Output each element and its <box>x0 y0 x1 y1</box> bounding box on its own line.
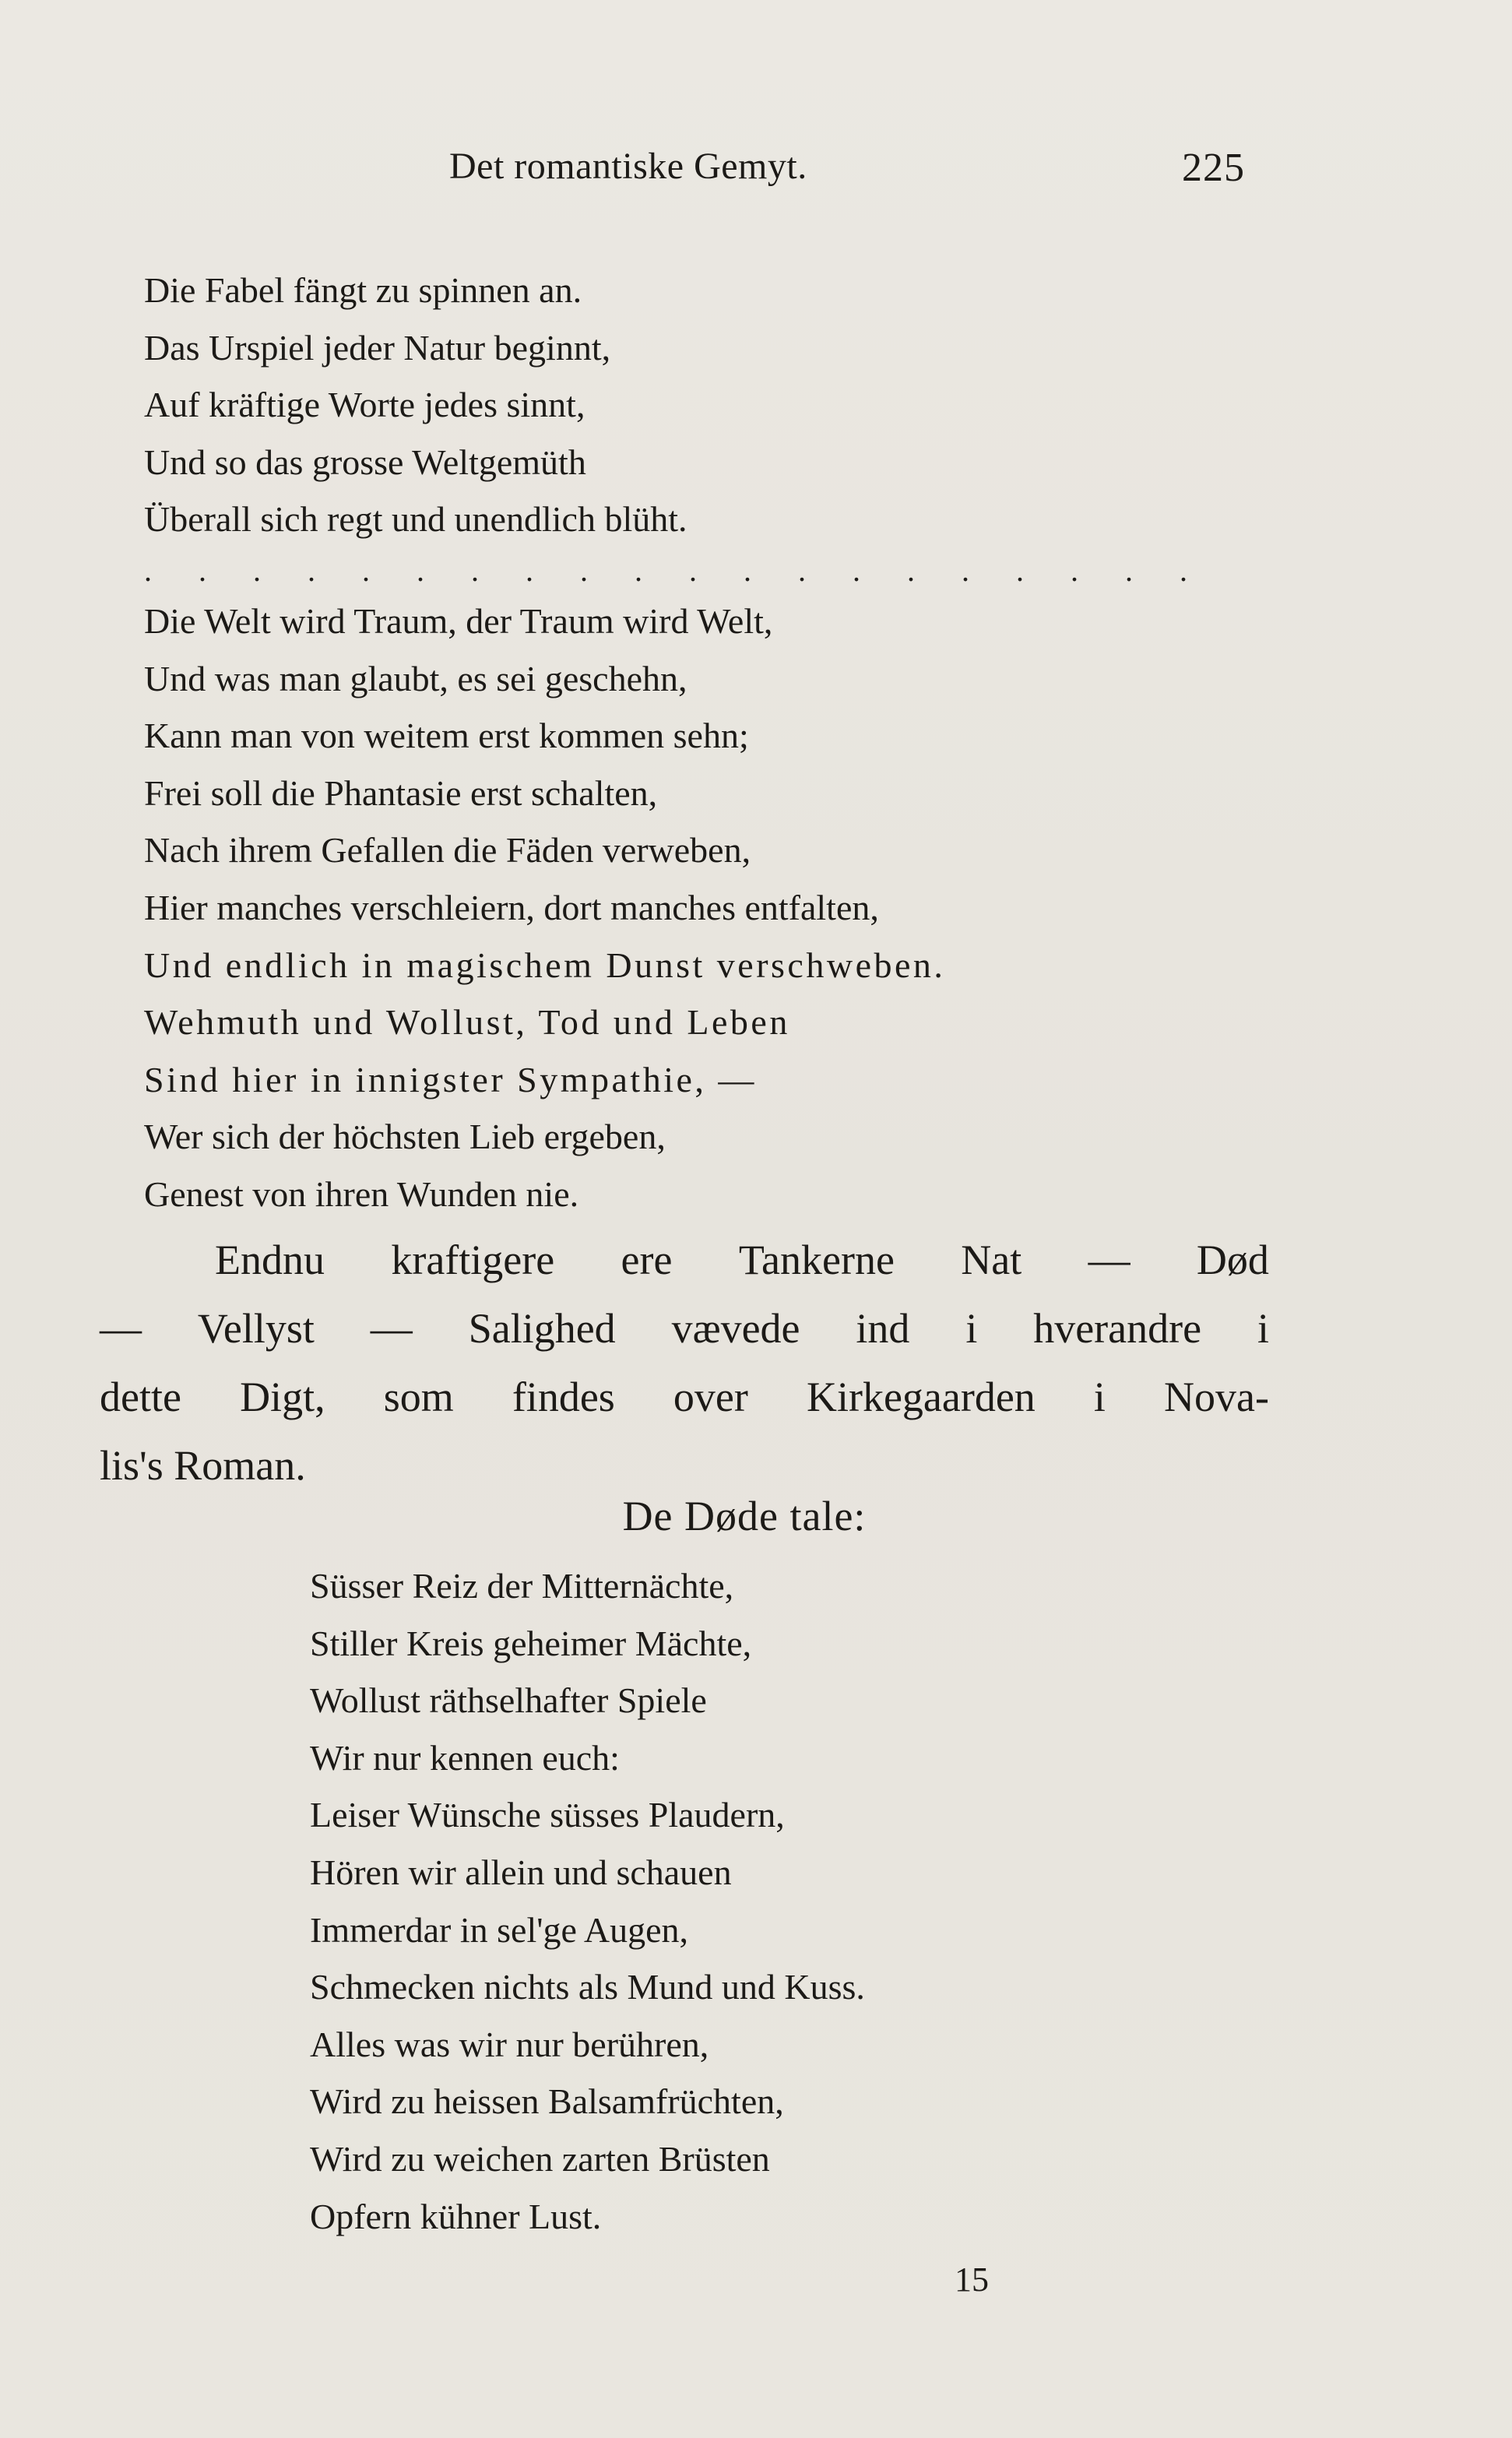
prose-line <box>100 1226 1269 1294</box>
verse-line: Das Urspiel jeder Natur beginnt, <box>144 327 611 368</box>
word: Salighed <box>468 1305 616 1352</box>
word: Endnu <box>215 1237 325 1283</box>
word: ere <box>621 1237 673 1283</box>
verse-line: Überall sich regt und unendlich blüht. <box>144 499 687 540</box>
word: i <box>1093 1374 1106 1420</box>
word: Nova- <box>1164 1374 1269 1420</box>
word: — <box>1088 1237 1130 1283</box>
verse-line: Hier manches verschleiern, dort manches entfalten, <box>144 887 879 927</box>
page-number: 225 <box>1182 146 1245 190</box>
prose-line <box>100 1363 1269 1431</box>
verse-line: Hören wir allein und schauen <box>310 1852 732 1892</box>
verse-line: Auf kräftige Worte jedes sinnt, <box>144 385 585 425</box>
running-title: Det romantiske Gemyt. <box>449 146 807 187</box>
verse-line: Genest von ihren Wunden nie. <box>144 1173 579 1214</box>
word: vævede <box>671 1305 800 1352</box>
verse-line: Alles was wir nur berühren, <box>310 2024 709 2064</box>
verse-line: Die Fabel fängt zu spinnen an. <box>144 270 582 310</box>
verse-line: Wollust räthselhafter Spiele <box>310 1680 707 1721</box>
verse-line: Schmecken nichts als Mund und Kuss. <box>310 1967 865 2007</box>
word: som <box>383 1374 454 1420</box>
verse-line: Opfern kühner Lust. <box>310 2196 602 2236</box>
ellipsis-row: . . . . . . . . . . . . . . . . . . . . <box>144 552 1207 588</box>
verse-line: Wer sich der höchsten Lieb ergeben, <box>144 1117 666 1157</box>
word: over <box>673 1374 748 1420</box>
verse-block-1 <box>144 262 1207 1223</box>
verse-line-spaced: Sind hier in innigster Sympathie, — <box>144 1059 757 1099</box>
word: hverandre <box>1033 1305 1202 1352</box>
word: Nat <box>961 1237 1022 1283</box>
verse-line: Wird zu heissen Balsamfrüchten, <box>310 2081 784 2122</box>
signature-mark: 15 <box>955 2260 989 2299</box>
verse-line: Stiller Kreis geheimer Mächte, <box>310 1623 752 1663</box>
poem-heading-text: De Døde tale: <box>622 1493 867 1539</box>
verse-line: Wir nur kennen euch: <box>310 1737 620 1778</box>
verse-line: Leiser Wünsche süsses Plaudern, <box>310 1795 785 1835</box>
verse-line: Und so das grosse Weltgemüth <box>144 442 586 482</box>
verse-line: Süsser Reiz der Mitternächte, <box>310 1566 734 1606</box>
word: dette <box>100 1374 181 1420</box>
word: ind <box>856 1305 910 1352</box>
verse-line-spaced: Und endlich in magischem Dunst verschweben. <box>144 945 946 985</box>
verse-block-2 <box>310 1557 865 2245</box>
poem-heading <box>0 1492 1512 1540</box>
page-header <box>0 145 1512 207</box>
verse-line: Die Welt wird Traum, der Traum wird Welt, <box>144 600 773 641</box>
verse-line: Immerdar in sel'ge Augen, <box>310 1909 689 1950</box>
word: — <box>370 1305 413 1352</box>
prose-line: lis's Roman. <box>100 1442 306 1489</box>
word: Tankerne <box>738 1237 895 1283</box>
word: i <box>965 1305 978 1352</box>
word: Død <box>1196 1237 1269 1283</box>
verse-line: Frei soll die Phantasie erst schalten, <box>144 772 658 813</box>
verse-line-spaced: Wehmuth und Wollust, Tod und Leben <box>144 1002 790 1043</box>
word: — <box>100 1305 142 1352</box>
verse-line: Nach ihrem Gefallen die Fäden verweben, <box>144 830 751 871</box>
verse-line: Kann man von weitem erst kommen sehn; <box>144 716 749 756</box>
word: Digt, <box>240 1374 325 1420</box>
word: Kirkegaarden <box>806 1374 1036 1420</box>
word: findes <box>512 1374 615 1420</box>
prose-line <box>100 1294 1269 1363</box>
word: Vellyst <box>197 1305 315 1352</box>
verse-line: Und was man glaubt, es sei geschehn, <box>144 658 687 698</box>
verse-line: Wird zu weichen zarten Brüsten <box>310 2138 770 2179</box>
word: kraftigere <box>391 1237 555 1283</box>
word: i <box>1257 1305 1269 1352</box>
prose-paragraph <box>100 1226 1269 1500</box>
